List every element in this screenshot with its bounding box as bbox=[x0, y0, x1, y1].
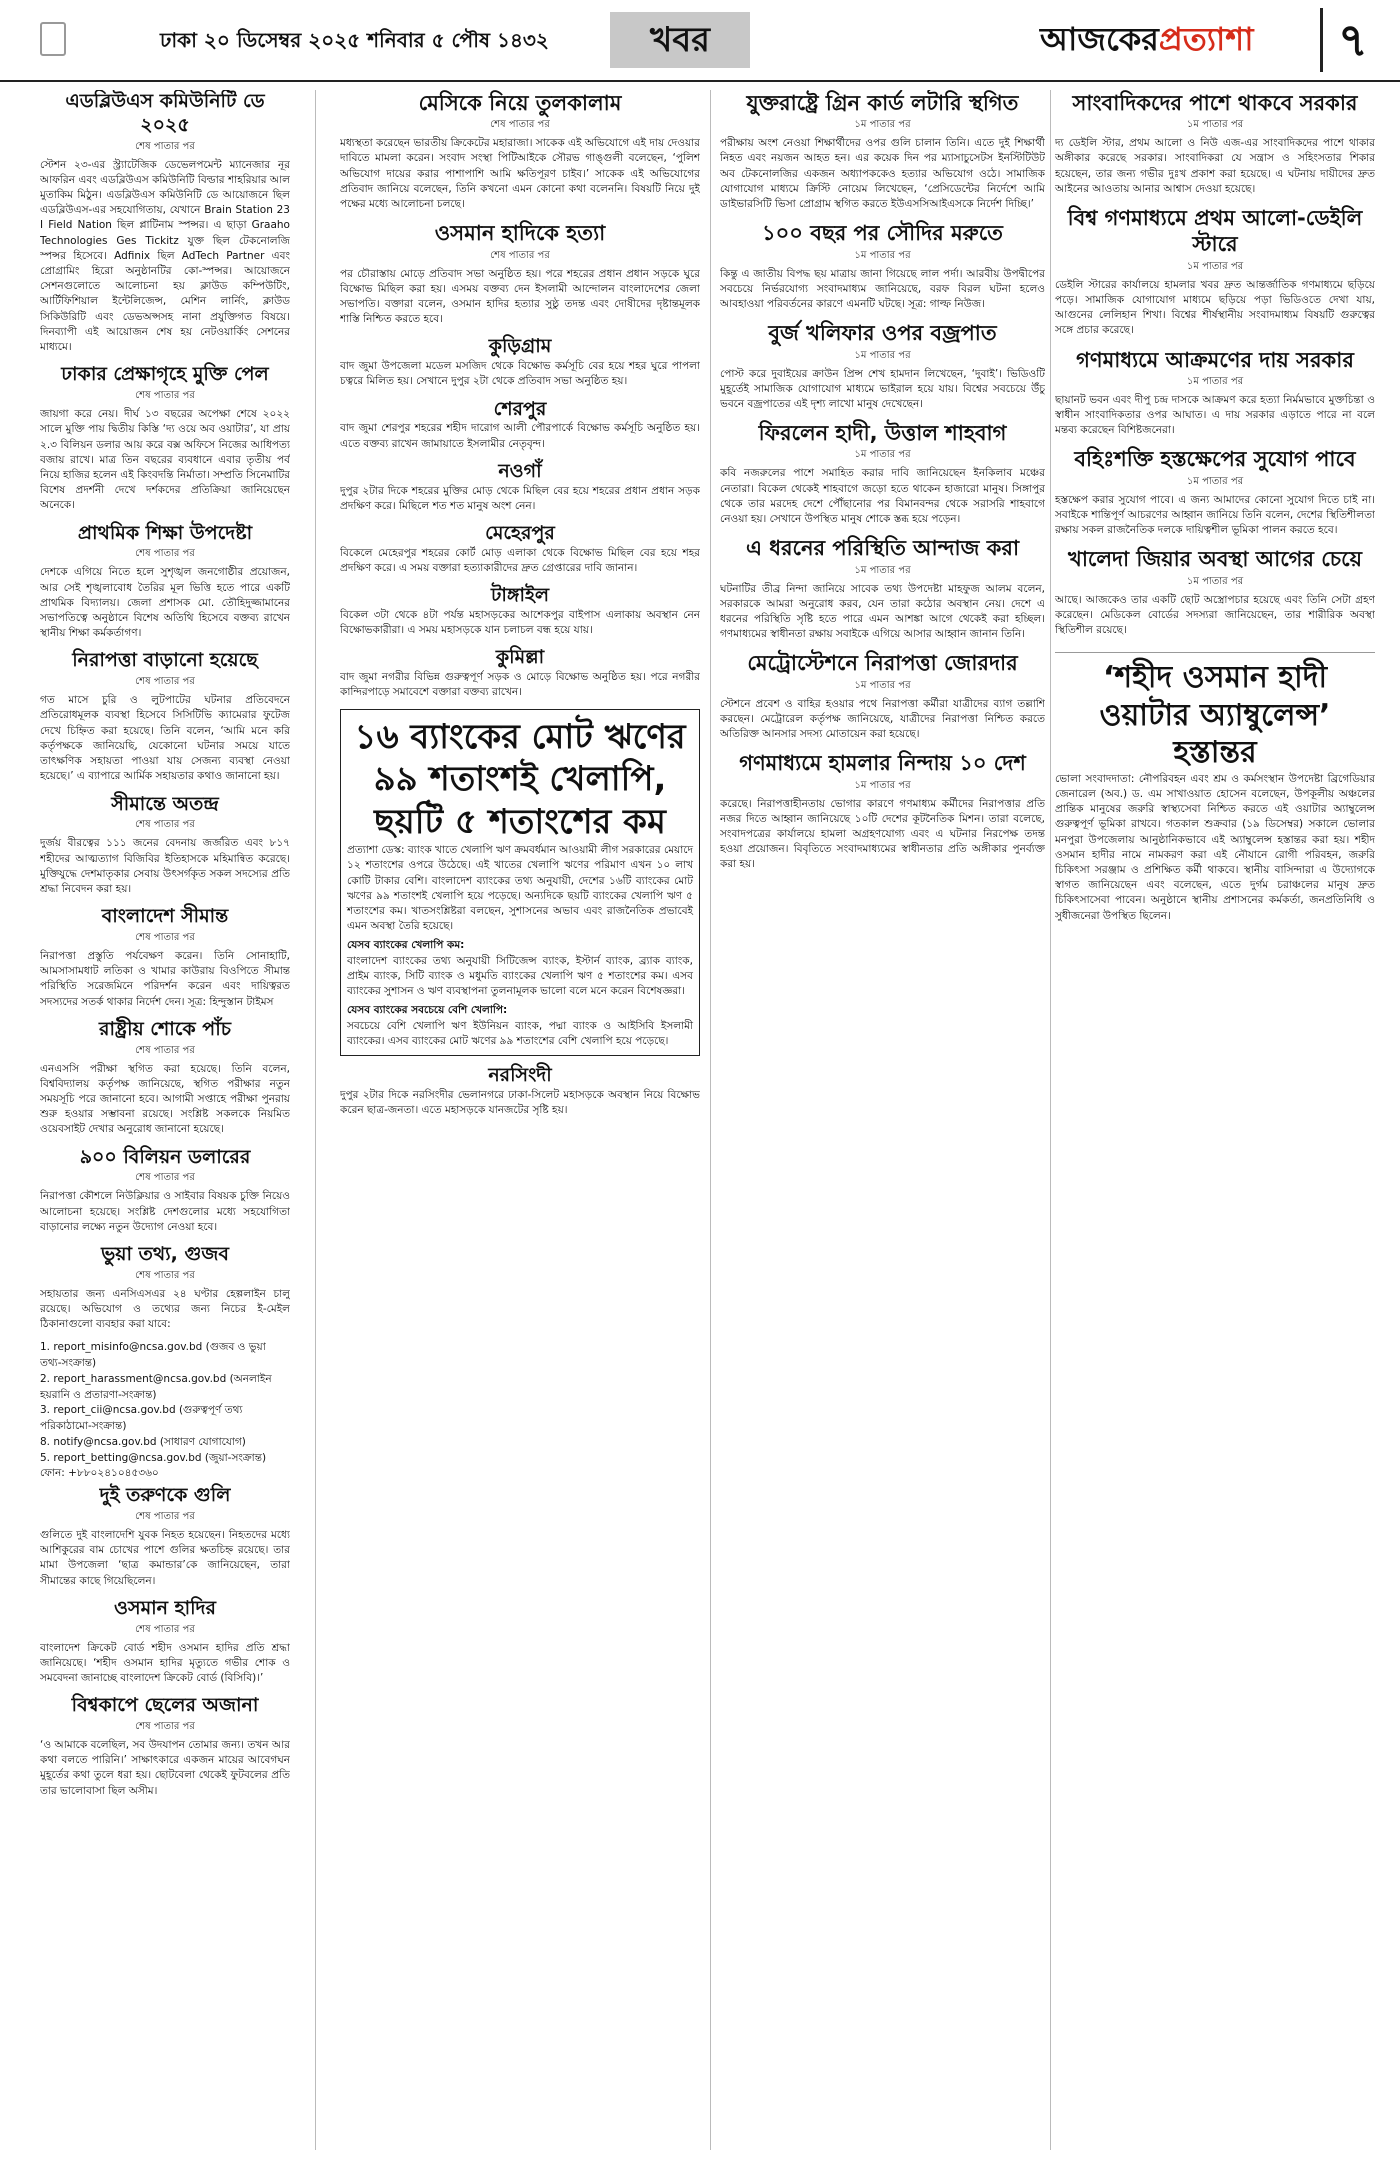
article-headline[interactable]: খালেদা জিয়ার অবস্থা আগের চেয়ে bbox=[1068, 547, 1362, 572]
article-body: ডেইলি স্টারের কার্যালয়ে হামলার খবর দ্রুত আন্তর্জাতিক গণমাধ্যমে ছড়িয়ে পড়ে। সামাজিক যোগাযোগ মাধ্যমে ছড়িয়ে পড়া ভিডিওতে দেখা যায়, আগুনের লেলিহান শিখা। বিশ্বের শীর্ষস্থানীয় সংবাদমাধ্যম বিষয়টি গুরুত্বের সঙ্গে প্রচার করেছে। bbox=[1055, 278, 1375, 337]
article-continuation: শেষ পাতার পর bbox=[135, 1510, 195, 1522]
article-body: গত মাসে চুরি ও লুটপাটের ঘটনার প্রতিবেদনে প্রতিরোধমূলক ব্যবস্থা হিসেবে সিসিটিভি ক্যামেরার ফুটেজ দেখে চিহ্নিত করা হয়েছে। তিনি বলেন, ‘আমি মনে করি কর্তৃপক্ষকে জানিয়েছি, যেকোনো ঘটনার সময়ে যাতে তাৎক্ষণিক সহায়তা পাওয়া যায় সেজন্য ব্যবস্থা নেওয়া হয়েছে।’ এ ব্যাপারে আর্মিক সহায়তার কথাও জানানো হয়। bbox=[40, 694, 290, 783]
article bbox=[40, 1484, 290, 1589]
article bbox=[340, 335, 700, 389]
featured-body: ভোলা সংবাদদাতা: নৌপরিবহন এবং শ্রম ও কর্মসংস্থান উপদেষ্টা ব্রিগেডিয়ার জেনারেল (অব.) ড. এম সাখাওয়াত হোসেন বলেছেন, উপকূলীয় অঞ্চলের প্রান্তিক মানুষের জরুরি স্বাস্থ্যসেবা নিশ্চিত করতে এই ওয়াটার অ্যাম্বুলেন্স গুরুত্বপূর্ণ ভূমিকা রাখবে। গতকাল শুক্রবার (১৯ ডিসেম্বর) সকালে ভোলার মনপুরা উপজেলায় আনুষ্ঠানিকভাবে এই অ্যাম্বুলেন্স হস্তান্তর করা হয়। শহীদ ওসমান হাদীর নামে নামকরণ করা এই নৌযানে রোগী পরিবহন, জরুরি চিকিৎসা সরঞ্জাম ও প্রশিক্ষিত কর্মী থাকবে। স্থানীয় বাসিন্দারা এ উদ্যোগকে স্বাগত জানিয়েছেন এবং বলেছেন, এতে দুর্গম চরাঞ্চলের মানুষ দ্রুত চিকিৎসাসেবা পাবেন। অনুষ্ঠানে স্থানীয় প্রশাসনের কর্মকর্তা, জনপ্রতিনিধি ও সুধীজনেরা উপস্থিত ছিলেন। bbox=[1055, 772, 1375, 922]
article-headline[interactable]: গণমাধ্যমে হামলার নিন্দায় ১০ দেশ bbox=[739, 751, 1026, 776]
article bbox=[40, 1018, 290, 1138]
article bbox=[340, 584, 700, 638]
article bbox=[720, 320, 1045, 412]
article-headline[interactable]: টাঙ্গাইল bbox=[490, 584, 549, 607]
page-nav-icon[interactable] bbox=[40, 22, 66, 56]
contact-email-list bbox=[40, 1340, 290, 1482]
featured-subhead: যেসব ব্যাংকের সবচেয়ে বেশি খেলাপি: bbox=[347, 1004, 508, 1017]
article-continuation: শেষ পাতার পর bbox=[135, 819, 195, 831]
article-body: ‘ও আমাকে বলেছিল, সব উদযাপন তোমার জন্য। তখন আর কথা বলতে পারিনি।’ সাক্ষাৎকারে একজন মায়ের আবেগঘন মুহূর্তের কথা তুলে ধরা হয়। ছোটবেলা থেকেই ফুটবলের প্রতি তার ভালোবাসা ছিল অসীম। bbox=[40, 1738, 290, 1797]
logo-main: আজকের bbox=[1040, 20, 1159, 58]
article-body: দেশকে এগিয়ে নিতে হলে সুশৃঙ্খল জনগোষ্ঠীর প্রয়োজন, আর সেই শৃঙ্খলাবোধ তৈরির মূল ভিত্তি হতে পারে একটি প্রাথমিক বিদ্যালয়। জেলা প্রশাসক মো. তৌহিদুজ্জামানের সভাপতিত্বে অনুষ্ঠানে বিশেষ অতিথি হিসেবে বক্তব্য রাখেন স্থানীয় শিক্ষা কর্মকর্তাগণ। bbox=[40, 566, 290, 640]
column-1 bbox=[40, 90, 290, 2160]
article-body: বিকেলে মেহেরপুর শহরের কোর্ট মোড় এলাকা থেকে বিক্ষোভ মিছিল বের হয়ে শহর প্রদক্ষিণ করে। এ সময় বক্তারা হত্যাকারীদের দ্রুত গ্রেপ্তারের দাবি জানান। bbox=[340, 546, 700, 574]
logo-accent: প্রত্যাশা bbox=[1158, 20, 1254, 58]
article bbox=[720, 650, 1045, 742]
page-header bbox=[0, 0, 1400, 82]
contact-email-item[interactable]: 8. notify@ncsa.gov.bd (সাধারণ যোগাযোগ) bbox=[40, 1435, 246, 1448]
article-headline[interactable]: ১০০ বছর পর সৌদির মরুতে bbox=[762, 221, 1003, 246]
article-headline[interactable]: ওসমান হাদির bbox=[114, 1596, 216, 1619]
article bbox=[340, 460, 700, 514]
article bbox=[340, 220, 700, 327]
article-body: হস্তক্ষেপ করার সুযোগ পাবে। এ জন্য আমাদের কোনো সুযোগ দিতে চাই না। সবাইকে শান্তিপূর্ণ আচরণের আহ্বান জানিয়ে তিনি বলেন, দেশের স্থিতিশীলতা রক্ষায় সকল রাজনৈতিক দলকে দায়িত্বশীল ভূমিকা পালন করতে হবে। bbox=[1055, 493, 1375, 537]
article bbox=[1055, 90, 1375, 197]
article-body: পোস্ট করে দুবাইয়ের ক্রাউন প্রিন্স শেখ হামদান লিখেছেন, ‘দুবাই’। ভিডিওটি মুহূর্তেই সামাজিক যোগাযোগ মাধ্যমে ভাইরাল হয়ে যায়। বিশ্বের সবচেয়ে উঁচু ভবনে বজ্রপাতের এই দৃশ্য লাখো মানুষ দেখেছেন। bbox=[720, 367, 1045, 410]
article-continuation: শেষ পাতার পর bbox=[135, 140, 195, 152]
article bbox=[720, 90, 1045, 212]
article bbox=[1055, 347, 1375, 439]
article bbox=[40, 793, 290, 898]
article-continuation: শেষ পাতার পর bbox=[135, 1044, 195, 1056]
article bbox=[340, 90, 700, 212]
featured-body: সবচেয়ে বেশি খেলাপি ঋণ ইউনিয়ন ব্যাংক, পদ্মা ব্যাংক ও আইসিবি ইসলামী ব্যাংকের। এসব ব্যাংকের মোট ঋণের ৯৯ শতাংশের বেশি খেলাপি হয়ে পড়েছে। bbox=[347, 1019, 693, 1047]
article-continuation: শেষ পাতার পর bbox=[135, 548, 195, 560]
article-headline[interactable]: মেসিকে নিয়ে তুলকালাম bbox=[418, 91, 622, 115]
article-continuation: শেষ পাতার পর bbox=[135, 1172, 195, 1184]
article-headline[interactable]: নওগাঁ bbox=[498, 459, 542, 482]
article-body: স্টেশন ২৩-এর স্ট্র্যাটেজিক ডেভেলপমেন্ট ম্যানেজার নূর আফরিন এবং এডব্লিউএস কমিউনিটি বিল্ডার শাহরিয়ার আল মুতাকিম মিঠুন। এডব্লিউএস কমিউনিটি ডে আয়োজনে ছিল এডব্লিউএস-এর সহযোগিতায়, যেখানে Brain Station 23 I Field Nation ছিল প্লাটিনাম স্পন্সর। এ ছাড়া Graaho Technologies Ges Tickitz যুক্ত ছিল টেকনোলজি স্পন্সর হিসেবে। Adfinix ছিল AdTech Partner এবং প্রোগ্রামিং হিরো অনুষ্ঠানটির কো-স্পন্সর। আয়োজনে সেশনগুলোতে আলোচনা হয় ক্লাউড কম্পিউটিং, আর্টিফিশিয়াল ইন্টেলিজেন্স, মেশিন লার্নিং, ক্লাউড সিকিউরিটি এবং ডেভঅপ্সসহ নানা প্রযুক্তিগত বিষয়ে। দিনব্যাপী এই আয়োজন শেষ হয় নেটওয়ার্কিং সেশনের মাধ্যমে। bbox=[40, 158, 290, 354]
featured-body: প্রত্যাশা ডেস্ক: ব্যাংক খাতে খেলাপি ঋণ ক্রমবর্ধমান আওয়ামী লীগ সরকারের মেয়াদে ১২ শতাংশের ওপরে উঠেছে। এই খাতের খেলাপি ঋণের পরিমাণ এখন ১০ লাখ কোটি টাকার বেশি। বাংলাদেশ ব্যাংকের তথ্য অনুযায়ী, দেশের ১৬টি ব্যাংকের মোট ঋণের ৯৯ শতাংশই খেলাপি হয়ে পড়েছে। অন্যদিকে ছয়টি ব্যাংকের খেলাপি ঋণ ৫ শতাংশের কম। খাতসংশ্লিষ্টরা বলছেন, সুশাসনের অভাব এবং রাজনৈতিক প্রভাবেই এমন অবস্থা তৈরি হয়েছে। bbox=[347, 844, 693, 933]
article bbox=[40, 90, 290, 355]
article-continuation: শেষ পাতার পর bbox=[135, 1269, 195, 1281]
article-body: কবি নজরুলের পাশে সমাহিত করার দাবি জানিয়েছেন ইনকিলাব মঞ্চের নেতারা। বিকেল থেকেই শাহবাগে জড়ো হতে থাকেন হাজারো মানুষ। সিঙ্গাপুর থেকে তার মরদেহ দেশে পৌঁছানোর পর বিমানবন্দর থেকে সরাসরি শাহবাগে নেওয়া হয়। সেখানে উপস্থিত মানুষ শোকে স্তব্ধ হয়ে পড়েন। bbox=[720, 467, 1045, 526]
section-label: খবর bbox=[610, 12, 750, 68]
article-continuation: শেষ পাতার পর bbox=[490, 119, 550, 131]
article-continuation: শেষ পাতার পর bbox=[135, 390, 195, 402]
article-continuation: শেষ পাতার পর bbox=[135, 1623, 195, 1635]
article-continuation: ১ম পাতার পর bbox=[854, 564, 911, 576]
article-headline[interactable]: ওসমান হাদিকে হত্যা bbox=[434, 221, 606, 246]
article-body: বাংলাদেশ ক্রিকেট বোর্ড শহীদ ওসমান হাদির প্রতি শ্রদ্ধা জানিয়েছে। ‘শহীদ ওসমান হাদির মৃত্যুতে গভীর শোক ও সমবেদনা জানাচ্ছে বাংলাদেশ ক্রিকেট বোর্ড (বিসিবি)।’ bbox=[40, 1641, 290, 1684]
featured-headline[interactable]: ১৬ ব্যাংকের মোট ঋণের ৯৯ শতাংশই খেলাপি, ছয়টি ৫ শতাংশের কম bbox=[354, 716, 686, 842]
article-body: নিরাপত্তা প্রস্তুতি পর্যবেক্ষণ করেন। তিনি সোনাহাটি, আমসাসামধাট লতিকা ও খামার কাউরায় বিওপিতে সীমান্ত পরিস্থিতি সরেজমিনে পরিদর্শন করেন এবং দায়িত্বরত সদস্যদের সতর্ক থাকার নির্দেশ দেন। সূত্র: হিন্দুস্তান টাইমস bbox=[40, 949, 290, 1008]
article bbox=[40, 363, 290, 513]
article bbox=[720, 420, 1045, 527]
article bbox=[40, 1243, 290, 1332]
article bbox=[1055, 205, 1375, 338]
featured-headline[interactable]: ‘শহীদ ওসমান হাদী ওয়াটার অ্যাম্বুলেন্স’ হস্তান্তর bbox=[1099, 660, 1331, 771]
column-3 bbox=[720, 90, 1045, 2160]
article-body: দুপুর ২টার দিকে নরসিংদীর ভেলানগরে ঢাকা-সিলেট মহাসড়কে অবস্থান নিয়ে বিক্ষোভ করেন ছাত্র-জনতা। এতে মহাসড়কে যানজটের সৃষ্টি হয়। bbox=[340, 1088, 700, 1116]
article-body: গুলিতে দুই বাংলাদেশি যুবক নিহত হয়েছেন। নিহতদের মধ্যে আশিকুরের বাম চোখের পাশে গুলির ক্ষতচিহ্ন রয়েছে। তার মামা উপজেলা ‘ছাত্র কমান্ডার’কে জানিয়েছেন, তারা সীমান্তের কাছে গিয়েছিলেন। bbox=[40, 1528, 290, 1587]
article bbox=[40, 522, 290, 642]
article-headline[interactable]: বুর্জ খলিফার ওপর বজ্রপাত bbox=[768, 321, 997, 346]
article-continuation: ১ম পাতার পর bbox=[854, 349, 911, 361]
article-continuation: ১ম পাতার পর bbox=[854, 779, 911, 791]
article-body: পর চৌরাস্তায় মোড়ে প্রতিবাদ সভা অনুষ্ঠিত হয়। পরে শহরের প্রধান প্রধান সড়কে ঘুরে বিক্ষোভ মিছিল করা হয়। এসময় বক্তব্য দেন ইসলামী আন্দোলন বাংলাদেশের জেলা সভাপতি। বক্তারা বলেন, ওসমান হাদির হত্যার সুষ্ঠু তদন্ত এবং দোষীদের দৃষ্টান্তমূলক শাস্তি নিশ্চিত করতে হবে। bbox=[340, 267, 700, 326]
article-headline[interactable]: বহিঃশক্তি হস্তক্ষেপের সুযোগ পাবে bbox=[1074, 447, 1356, 472]
article-headline[interactable]: কুমিল্লা bbox=[495, 646, 545, 669]
article-headline[interactable]: ভুয়া তথ্য, গুজব bbox=[101, 1243, 229, 1266]
article-continuation: শেষ পাতার পর bbox=[135, 676, 195, 688]
article bbox=[40, 1694, 290, 1799]
contact-email-item[interactable]: 5. report_betting@ncsa.gov.bd (জুয়া-সংক্রান্ত) bbox=[40, 1451, 267, 1464]
article-headline[interactable]: ৯০০ বিলিয়ন ডলারের bbox=[79, 1145, 251, 1168]
article-headline[interactable]: বাংলাদেশ সীমান্ত bbox=[101, 905, 229, 928]
article bbox=[40, 1597, 290, 1686]
article-headline[interactable]: যুক্তরাষ্ট্রে গ্রিন কার্ড লটারি স্থগিত bbox=[746, 91, 1019, 115]
article-headline[interactable]: শেরপুর bbox=[493, 397, 547, 420]
article-body: ঘটনাটির তীব্র নিন্দা জানিয়ে সাবেক তথ্য উপদেষ্টা মাহফুজ আলম বলেন, সরকারকে আমরা অনুরোধ করব, যেন তারা কঠোর অবস্থান নেয়। দেশে এ ধরনের পরিস্থিতি সৃষ্টি হতে পারে এমন আশঙ্কা আগে থেকেই করা হচ্ছিল। গণমাধ্যমের স্বাধীনতা রক্ষায় সবাইকে এগিয়ে আসার আহ্বান জানান তিনি। bbox=[720, 582, 1045, 641]
article-body: আছে। আজকেও তার একটি ছোট অস্ত্রোপচার হয়েছে এবং তিনি সেটা গ্রহণ করেছেন। মেডিকেল বোর্ডের সদস্যরা জানিয়েছেন, তার শারীরিক অবস্থা স্থিতিশীল রয়েছে। bbox=[1055, 593, 1375, 636]
article bbox=[40, 649, 290, 784]
article-body: এনএসসি পরীক্ষা স্থগিত করা হয়েছে। তিনি বলেন, বিশ্ববিদ্যালয় কর্তৃপক্ষ জানিয়েছে, স্থগিত পরীক্ষার নতুন সময়সূচি পরে জানানো হবে। আগামী সপ্তাহে পরীক্ষা পুনরায় শুরু হওয়ার সম্ভাবনা রয়েছে। সংশ্লিষ্ট সকলকে নিয়মিত ওয়েবসাইট দেখার অনুরোধ জানানো হয়েছে। bbox=[40, 1062, 290, 1136]
article-headline[interactable]: দুই তরুণকে গুলি bbox=[99, 1484, 231, 1507]
article-body: বিকেল ৩টা থেকে ৪টা পর্যন্ত মহাসড়কের আশেকপুর বাইপাস এলাকায় অবস্থান নেন বিক্ষোভকারীরা। এ সময় মহাসড়কে যান চলাচল বন্ধ হয়ে যায়। bbox=[340, 608, 700, 637]
article-headline[interactable]: রাষ্ট্রীয় শোকে পাঁচ bbox=[99, 1017, 231, 1040]
contact-email-item[interactable]: 3. report_cii@ncsa.gov.bd (গুরুত্বপূর্ণ তথ্য পরিকাঠামো-সংক্রান্ত) bbox=[40, 1404, 243, 1433]
article-body: সহায়তার জন্য এনসিএসএর ২৪ ঘণ্টার হেল্পলাইন চালু রয়েছে। অভিযোগ ও তথ্যের জন্য নিচের ই-মেইল ঠিকানাগুলো ব্যবহার করা যাবে: bbox=[40, 1287, 290, 1331]
contact-email-item[interactable]: 1. report_misinfo@ncsa.gov.bd (গুজব ও ভুয়া তথ্য-সংক্রান্ত) bbox=[40, 1341, 266, 1370]
article-continuation: ১ম পাতার পর bbox=[854, 119, 911, 131]
article-body: বাদ জুমা নগরীর বিভিন্ন গুরুত্বপূর্ণ সড়ক ও মোড়ে বিক্ষোভ অনুষ্ঠিত হয়। পরে নগরীর কান্দিরপাড়ে সমাবেশে বক্তারা বক্তব্য রাখেন। bbox=[340, 671, 700, 699]
article-headline[interactable]: নরসিংদী bbox=[488, 1063, 552, 1086]
article-body: পরীক্ষায় অংশ নেওয়া শিক্ষার্থীদের ওপর গুলি চালান তিনি। এতে দুই শিক্ষার্থী নিহত এবং নয়জন আহত হন। এর কয়েক দিন পর ম্যাসাচুসেটস ইনস্টিটিউট অব টেকনোলজির একজন অধ্যাপককেও হত্যার অভিযোগ ওঠে। সামাজিক যোগাযোগ মাধ্যমে ক্রিস্টি নোয়েম লিখেছেন, ‘প্রেসিডেন্টের নির্দেশে আমি ডাইভারসিটি ভিসা প্রোগ্রাম স্থগিত করতে ইউএসসিআইএসকে নির্দেশ দিচ্ছি।’ bbox=[720, 137, 1045, 211]
article bbox=[1055, 446, 1375, 538]
article-body: ছায়ানট ভবন এবং দীপু চন্দ্র দাসকে আক্রমণ করে হত্যা নির্মমভাবে মুক্তচিন্তা ও স্বাধীন সাংবাদিকতার ওপর আঘাত। এ দায় সরকার এড়াতে পারে না বলে মন্তব্য করেছেন বিশিষ্টজনেরা। bbox=[1055, 393, 1375, 437]
article-headline[interactable]: কুড়িগ্রাম bbox=[488, 335, 552, 358]
column-4 bbox=[1055, 90, 1375, 2160]
article-headline[interactable]: সীমান্তে অতন্দ্র bbox=[111, 792, 219, 815]
article-body: নিরাপত্তা কৌশলে নিউক্লিয়ার ও সাইবার বিষয়ক চুক্তি নিয়েও আলোচনা হয়েছে। সংশ্লিষ্ট দেশগুলোর মধ্যে সহযোগিতা বাড়ানোর লক্ষ্যে নতুন উদ্যোগ নেওয়া হবে। bbox=[40, 1190, 290, 1233]
column-divider bbox=[315, 90, 316, 2150]
article-body: জায়গা করে নেয়। দীর্ঘ ১৩ বছরের অপেক্ষা শেষে ২০২২ সালে মুক্তি পায় দ্বিতীয় কিস্তি ‘দ্য ওয়ে অব ওয়াটার’, যা প্রায় ২.৩ বিলিয়ন ডলার আয় করে বক্স অফিসে নিজের আধিপত্য বজায় রাখে। মাত্র তিন বছরের ব্যবধানে এবার তৃতীয় পর্ব নিয়ে হাজির হলেন এই কিংবদন্তি নির্মাতা। সম্প্রতি সিনেমাটির বিশেষ প্রদর্শনী দেখে দর্শকদের প্রতিক্রিয়া জানিয়েছেন অনেকে। bbox=[40, 408, 290, 512]
article-headline[interactable]: নিরাপত্তা বাড়ানো হয়েছে bbox=[72, 649, 258, 672]
contact-email-item[interactable]: ফোন: +৮৮০২৪১০৪৫৩৬০ bbox=[40, 1467, 159, 1480]
article-headline[interactable]: বিশ্বকাপে ছেলের অজানা bbox=[71, 1694, 259, 1717]
column-2 bbox=[340, 90, 700, 2160]
article-continuation: ১ম পাতার পর bbox=[1186, 260, 1244, 272]
article bbox=[340, 1064, 700, 1118]
article-body: স্টেশনে প্রবেশ ও বাহির হওয়ার পথে নিরাপত্তা কর্মীরা যাত্রীদের ব্যাগ তল্লাশি করছেন। মেট্রোরেল কর্তৃপক্ষ জানিয়েছে, যাত্রীদের নিরাপত্তা নিশ্চিত করতে অতিরিক্ত আনসার সদস্য মোতায়েন করা হয়েছে। bbox=[720, 697, 1045, 741]
article-body: মধ্যস্থতা করেছেন ভারতীয় ক্রিকেটের মহারাজা। সাকেক এই অভিযোগে এই দায় দেওয়ার দাবিতে মামলা করেন। সংবাদ সংস্থা পিটিআইকে সৌরভ গাঙ্গুলী বলেছেন, ‘পুলিশ অভিযোগ দায়ের করার পাশাপাশি আমি ক্ষতিপূরণ চাইব।’ সাকেক এই অভিযোগের প্রতিবাদ জানিয়ে বলেছেন, তিনি কখনো এমন কোনো কথা বলেননি। বিষয়টি নিয়ে দুই পক্ষের মধ্যে আলোচনা চলছে। bbox=[340, 137, 700, 211]
article-headline[interactable]: এ ধরনের পরিস্থিতি আন্দাজ করা bbox=[745, 536, 1020, 561]
column-divider bbox=[1050, 90, 1051, 2150]
article-continuation: ১ম পাতার পর bbox=[854, 679, 911, 691]
divider bbox=[1055, 652, 1375, 653]
article-body: দুপুর ২টার দিকে শহরের মুক্তির মোড় থেকে মিছিল বের হয়ে শহরের প্রধান প্রধান সড়ক প্রদক্ষিণ করে। মিছিলে শত শত মানুষ অংশ নেন। bbox=[340, 484, 700, 512]
newspaper-logo bbox=[1040, 14, 1253, 68]
page-number: ৭ bbox=[1320, 8, 1383, 72]
article-continuation: ১ম পাতার পর bbox=[854, 449, 911, 461]
article-continuation: ১ম পাতার পর bbox=[1186, 375, 1244, 387]
article bbox=[340, 646, 700, 700]
article bbox=[720, 220, 1045, 312]
article-continuation: শেষ পাতার পর bbox=[135, 1720, 195, 1732]
article-continuation: শেষ পাতার পর bbox=[490, 249, 550, 261]
article-headline[interactable]: বিশ্ব গণমাধ্যমে প্রথম আলো-ডেইলি স্টারে bbox=[1067, 206, 1363, 257]
article bbox=[40, 905, 290, 1010]
article bbox=[340, 398, 700, 452]
article-continuation: ১ম পাতার পর bbox=[1186, 119, 1244, 131]
featured-article bbox=[1055, 652, 1375, 924]
article-body: বাদ জুমা শেরপুর শহরের শহীদ দারোগ আলী পৌরপার্কে বিক্ষোভ কর্মসূচি অনুষ্ঠিত হয়। এতে বক্তব্য রাখেন জামায়াতে ইসলামীর নেতৃবৃন্দ। bbox=[340, 422, 700, 450]
article-body: দুর্জয় বীরত্বের ১১১ জনের বেদনায় জর্জরিত এবং ৮১৭ শহীদের আত্মত্যাগ বিজিবির ইতিহাসকে মহিমান্বিত করেছে। মুক্তিযুদ্ধে দেশমাতৃকার সেবায় উৎসর্গকৃত সকল সদস্যের প্রতি শ্রদ্ধা নিবেদন করা হয়। bbox=[40, 837, 290, 895]
header-date: ঢাকা ২০ ডিসেম্বর ২০২৫ শনিবার ৫ পৌষ ১৪৩২ bbox=[160, 28, 549, 52]
article bbox=[720, 750, 1045, 872]
article-headline[interactable]: ঢাকার প্রেক্ষাগৃহে মুক্তি পেল bbox=[61, 363, 269, 386]
article-body: করেছে। নিরাপত্তাহীনতায় ভোগার কারণে গণমাধ্যম কর্মীদের নিরাপত্তার প্রতি নজর দিতে আহ্বান জানিয়েছে ১০টি দেশের কূটনৈতিক মিশন। তারা বলেছে, সংবাদপত্রের কার্যালয়ে হামলা অগ্রহণযোগ্য এবং এ ঘটনার নিরপেক্ষ তদন্ত হওয়া প্রয়োজন। বিবৃতিতে সংবাদমাধ্যমের স্বাধীনতার প্রতি অঙ্গীকার পুনর্ব্যক্ত করা হয়। bbox=[720, 797, 1045, 871]
article-headline[interactable]: সাংবাদিকদের পাশে থাকবে সরকার bbox=[1072, 91, 1358, 115]
article bbox=[1055, 546, 1375, 638]
article-headline[interactable]: মেট্রোস্টেশনে নিরাপত্তা জোরদার bbox=[747, 651, 1018, 676]
featured-body: বাংলাদেশ ব্যাংকের তথ্য অনুযায়ী সিটিজেন্স ব্যাংক, ইস্টার্ন ব্যাংক, ব্র্যাক ব্যাংক, প্রাইম ব্যাংক, সিটি ব্যাংক ও মধুমতি ব্যাংকের খেলাপি ঋণ ৫ শতাংশের কম। এসব ব্যাংকের সুশাসন ও ঋণ ব্যবস্থাপনা তুলনামূলক ভালো বলে মনে করেন বিশেষজ্ঞরা। bbox=[347, 954, 693, 998]
article-continuation: ১ম পাতার পর bbox=[854, 249, 911, 261]
article-headline[interactable]: গণমাধ্যমে আক্রমণের দায় সরকার bbox=[1076, 347, 1354, 372]
contact-email-item[interactable]: 2. report_harassment@ncsa.gov.bd (অনলাইন হয়রানি ও প্রতারণা-সংক্রান্ত) bbox=[40, 1372, 272, 1401]
article-continuation: ১ম পাতার পর bbox=[1186, 475, 1244, 487]
article-body: বাদ জুমা উপজেলা মডেল মসজিদ থেকে বিক্ষোভ কর্মসূচি বের হয়ে শহর ঘুরে পাপলা চত্বরে মিলিত হয়। সেখানে দুপুর ২টা থেকে প্রতিবাদ সভা অনুষ্ঠিত হয়। bbox=[340, 360, 700, 388]
article-continuation: ১ম পাতার পর bbox=[1186, 575, 1244, 587]
article-headline[interactable]: ফিরলেন হাদী, উত্তাল শাহবাগ bbox=[758, 421, 1007, 446]
article-headline[interactable]: প্রাথমিক শিক্ষা উপদেষ্টা bbox=[77, 521, 253, 544]
article-headline[interactable]: এডব্লিউএস কমিউনিটি ডে ২০২৫ bbox=[65, 90, 265, 136]
article-body: দ্য ডেইলি স্টার, প্রথম আলো ও নিউ এজ-এর সাংবাদিকদের পাশে থাকার অঙ্গীকার করেছে সরকার। সাংবাদিকরা যে সন্ত্রাস ও সহিংসতার শিকার হয়েছেন, তার জন্য গভীর দুঃখ প্রকাশ করা হয়েছে। এ ঘটনায় দায়ীদের দ্রুত আইনের আওতায় আনার আশ্বাস দেওয়া হয়েছে। bbox=[1055, 137, 1375, 195]
article-headline[interactable]: মেহেরপুর bbox=[485, 522, 555, 545]
column-divider bbox=[710, 90, 711, 2150]
article bbox=[40, 1146, 290, 1235]
article bbox=[340, 522, 700, 576]
article-body: কিন্তু এ জাতীয় বিপদ্ধ ছয় মাত্রায় জানা গিয়েছে লাল পর্দা। আরবীয় উপদ্বীপের সবচেয়ে নির্ভরযোগ্য সংবাদমাধ্যম জানিয়েছে, বরফ বিরল ঘটনা হলেও আবহাওয়া পরিবর্তনের কারণে এমনটি ঘটছে। সূত্র: গাল্ফ নিউজ। bbox=[720, 267, 1045, 311]
article bbox=[720, 535, 1045, 642]
featured-subhead: যেসব ব্যাংকের খেলাপি কম: bbox=[347, 939, 465, 952]
featured-article bbox=[340, 709, 700, 1056]
article-continuation: শেষ পাতার পর bbox=[135, 931, 195, 943]
